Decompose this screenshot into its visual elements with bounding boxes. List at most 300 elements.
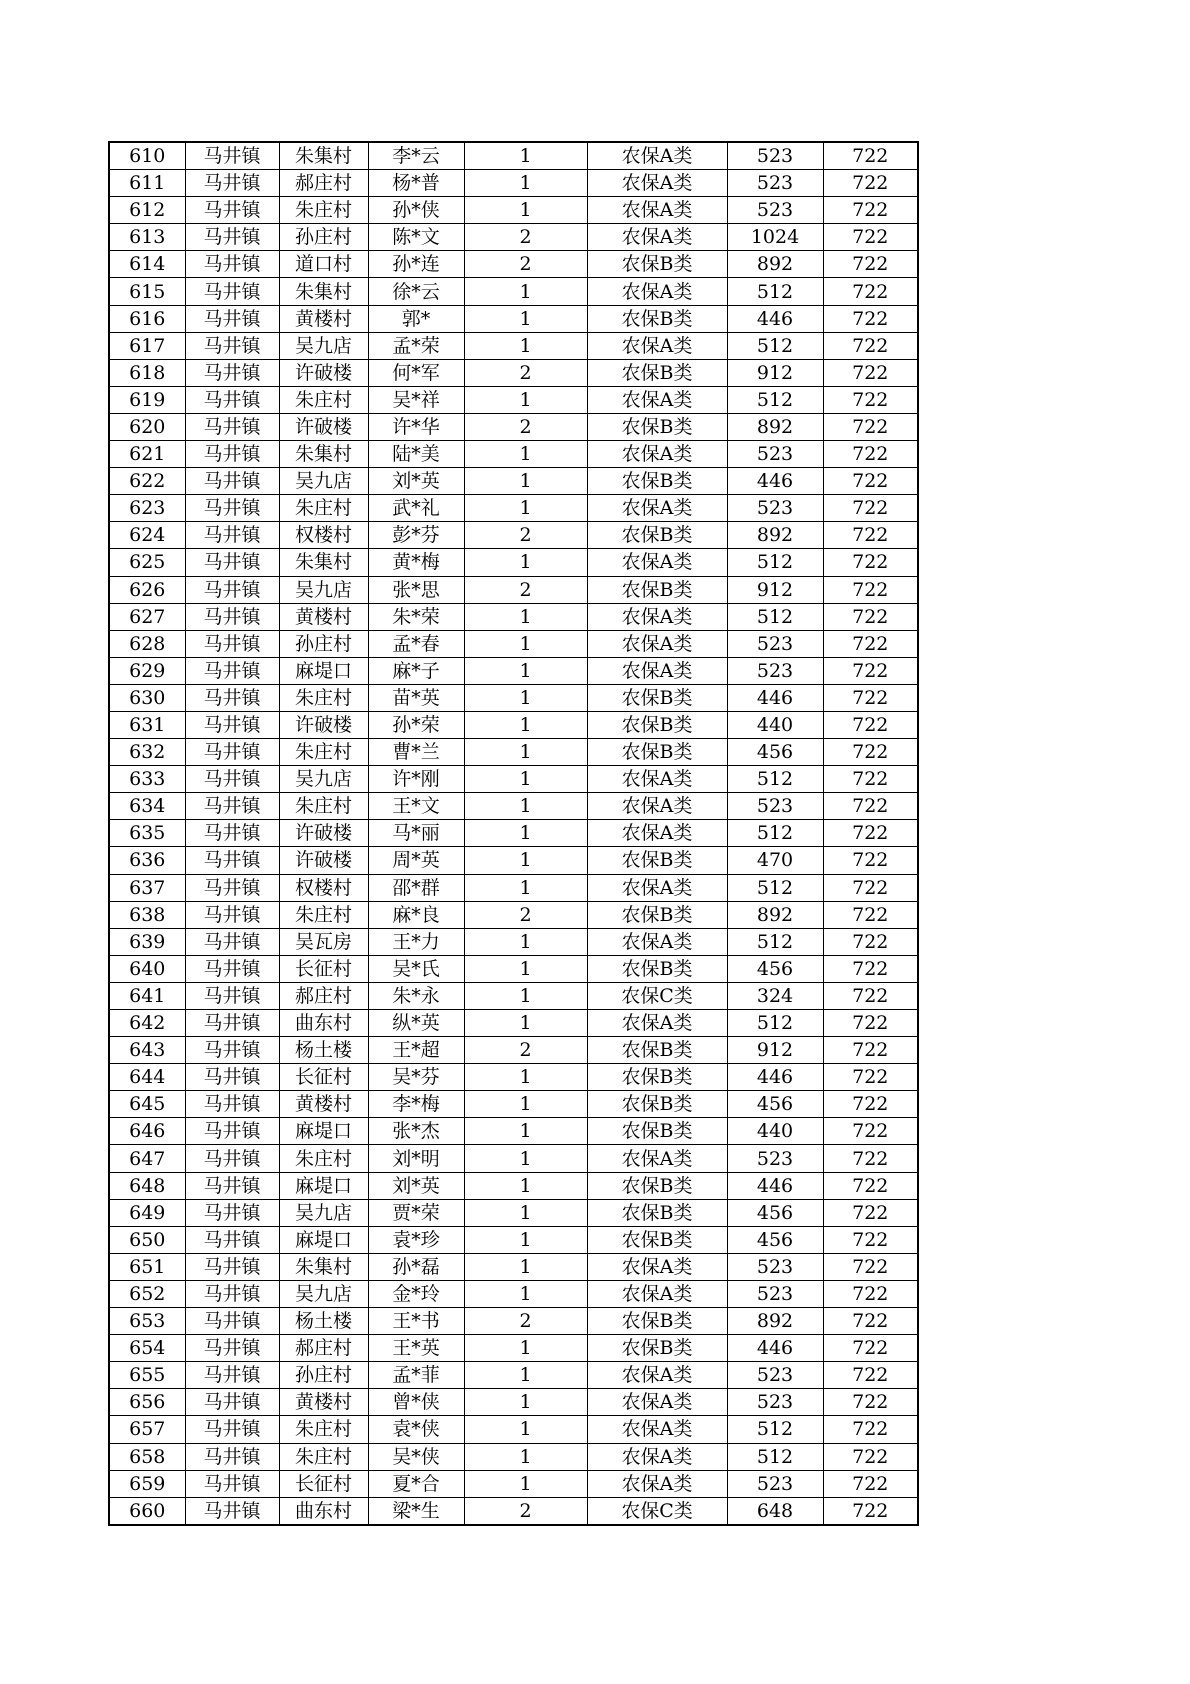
- name-cell: 朱*永: [368, 982, 464, 1009]
- row-number-cell: 626: [109, 576, 185, 603]
- name-cell: 马*丽: [368, 820, 464, 847]
- row-number-cell: 649: [109, 1199, 185, 1226]
- village-cell: 朱庄村: [279, 901, 368, 928]
- household-count-cell: 1: [464, 1145, 587, 1172]
- village-cell: 麻堤口: [279, 1172, 368, 1199]
- town-cell: 马井镇: [185, 603, 279, 630]
- standard-cell: 722: [823, 1362, 918, 1389]
- table-row: [109, 793, 918, 820]
- name-cell: 周*英: [368, 847, 464, 874]
- amount-cell: 446: [727, 1172, 823, 1199]
- category-cell: 农保B类: [587, 359, 727, 386]
- town-cell: 马井镇: [185, 1145, 279, 1172]
- household-count-cell: 2: [464, 1497, 587, 1525]
- name-cell: 孙*侠: [368, 197, 464, 224]
- row-number-cell: 658: [109, 1443, 185, 1470]
- name-cell: 纵*英: [368, 1010, 464, 1037]
- standard-cell: 722: [823, 847, 918, 874]
- household-count-cell: 1: [464, 928, 587, 955]
- name-cell: 刘*英: [368, 468, 464, 495]
- village-cell: 朱集村: [279, 1253, 368, 1280]
- row-number-cell: 620: [109, 413, 185, 440]
- town-cell: 马井镇: [185, 711, 279, 738]
- village-cell: 许破楼: [279, 413, 368, 440]
- town-cell: 马井镇: [185, 766, 279, 793]
- town-cell: 马井镇: [185, 576, 279, 603]
- category-cell: 农保B类: [587, 1091, 727, 1118]
- village-cell: 郝庄村: [279, 170, 368, 197]
- row-number-cell: 635: [109, 820, 185, 847]
- amount-cell: 523: [727, 793, 823, 820]
- household-count-cell: 2: [464, 359, 587, 386]
- name-cell: 孟*春: [368, 630, 464, 657]
- category-cell: 农保A类: [587, 1010, 727, 1037]
- town-cell: 马井镇: [185, 793, 279, 820]
- category-cell: 农保A类: [587, 820, 727, 847]
- row-number-cell: 623: [109, 495, 185, 522]
- standard-cell: 722: [823, 1335, 918, 1362]
- village-cell: 杨土楼: [279, 1308, 368, 1335]
- amount-cell: 446: [727, 305, 823, 332]
- name-cell: 朱*荣: [368, 603, 464, 630]
- town-cell: 马井镇: [185, 1118, 279, 1145]
- village-cell: 朱集村: [279, 142, 368, 170]
- category-cell: 农保A类: [587, 1470, 727, 1497]
- amount-cell: 892: [727, 251, 823, 278]
- table-row: [109, 982, 918, 1009]
- town-cell: 马井镇: [185, 1389, 279, 1416]
- standard-cell: 722: [823, 522, 918, 549]
- standard-cell: 722: [823, 630, 918, 657]
- amount-cell: 470: [727, 847, 823, 874]
- household-count-cell: 2: [464, 1037, 587, 1064]
- standard-cell: 722: [823, 1280, 918, 1307]
- standard-cell: 722: [823, 820, 918, 847]
- row-number-cell: 611: [109, 170, 185, 197]
- standard-cell: 722: [823, 197, 918, 224]
- category-cell: 农保A类: [587, 224, 727, 251]
- table-row: [109, 820, 918, 847]
- name-cell: 陆*美: [368, 441, 464, 468]
- household-count-cell: 1: [464, 793, 587, 820]
- household-count-cell: 1: [464, 305, 587, 332]
- table-row: [109, 1118, 918, 1145]
- amount-cell: 523: [727, 657, 823, 684]
- village-cell: 吴九店: [279, 332, 368, 359]
- household-count-cell: 1: [464, 982, 587, 1009]
- name-cell: 贾*荣: [368, 1199, 464, 1226]
- household-count-cell: 2: [464, 576, 587, 603]
- name-cell: 吴*芬: [368, 1064, 464, 1091]
- category-cell: 农保B类: [587, 901, 727, 928]
- category-cell: 农保A类: [587, 549, 727, 576]
- amount-cell: 440: [727, 1118, 823, 1145]
- row-number-cell: 641: [109, 982, 185, 1009]
- household-count-cell: 1: [464, 874, 587, 901]
- table-row: [109, 603, 918, 630]
- town-cell: 马井镇: [185, 630, 279, 657]
- name-cell: 夏*合: [368, 1470, 464, 1497]
- standard-cell: 722: [823, 1443, 918, 1470]
- town-cell: 马井镇: [185, 1443, 279, 1470]
- amount-cell: 1024: [727, 224, 823, 251]
- table-row: [109, 224, 918, 251]
- row-number-cell: 633: [109, 766, 185, 793]
- town-cell: 马井镇: [185, 1470, 279, 1497]
- village-cell: 朱庄村: [279, 1416, 368, 1443]
- household-count-cell: 1: [464, 278, 587, 305]
- amount-cell: 512: [727, 603, 823, 630]
- row-number-cell: 627: [109, 603, 185, 630]
- amount-cell: 512: [727, 1443, 823, 1470]
- category-cell: 农保A类: [587, 1145, 727, 1172]
- table-row: [109, 630, 918, 657]
- village-cell: 曲东村: [279, 1010, 368, 1037]
- village-cell: 吴九店: [279, 1280, 368, 1307]
- amount-cell: 440: [727, 711, 823, 738]
- town-cell: 马井镇: [185, 1497, 279, 1525]
- amount-cell: 512: [727, 549, 823, 576]
- table-row: [109, 1010, 918, 1037]
- village-cell: 吴瓦房: [279, 928, 368, 955]
- household-count-cell: 2: [464, 522, 587, 549]
- row-number-cell: 639: [109, 928, 185, 955]
- standard-cell: 722: [823, 278, 918, 305]
- standard-cell: 722: [823, 901, 918, 928]
- category-cell: 农保A类: [587, 1253, 727, 1280]
- household-count-cell: 1: [464, 766, 587, 793]
- name-cell: 王*书: [368, 1308, 464, 1335]
- amount-cell: 523: [727, 170, 823, 197]
- table-row: [109, 928, 918, 955]
- row-number-cell: 640: [109, 955, 185, 982]
- town-cell: 马井镇: [185, 1064, 279, 1091]
- village-cell: 朱庄村: [279, 197, 368, 224]
- standard-cell: 722: [823, 1226, 918, 1253]
- village-cell: 朱集村: [279, 441, 368, 468]
- amount-cell: 456: [727, 739, 823, 766]
- table-row: [109, 1145, 918, 1172]
- name-cell: 杨*普: [368, 170, 464, 197]
- standard-cell: 722: [823, 142, 918, 170]
- household-count-cell: 1: [464, 1064, 587, 1091]
- household-count-cell: 2: [464, 901, 587, 928]
- household-count-cell: 1: [464, 1470, 587, 1497]
- category-cell: 农保A类: [587, 278, 727, 305]
- standard-cell: 722: [823, 711, 918, 738]
- name-cell: 袁*珍: [368, 1226, 464, 1253]
- amount-cell: 456: [727, 1091, 823, 1118]
- amount-cell: 512: [727, 820, 823, 847]
- household-count-cell: 1: [464, 441, 587, 468]
- household-count-cell: 2: [464, 251, 587, 278]
- town-cell: 马井镇: [185, 413, 279, 440]
- row-number-cell: 655: [109, 1362, 185, 1389]
- table-row: [109, 332, 918, 359]
- category-cell: 农保B类: [587, 739, 727, 766]
- village-cell: 朱庄村: [279, 684, 368, 711]
- name-cell: 王*英: [368, 1335, 464, 1362]
- category-cell: 农保A类: [587, 1280, 727, 1307]
- category-cell: 农保A类: [587, 441, 727, 468]
- household-count-cell: 1: [464, 630, 587, 657]
- town-cell: 马井镇: [185, 739, 279, 766]
- name-cell: 李*云: [368, 142, 464, 170]
- standard-cell: 722: [823, 1037, 918, 1064]
- household-count-cell: 1: [464, 142, 587, 170]
- name-cell: 李*梅: [368, 1091, 464, 1118]
- standard-cell: 722: [823, 1497, 918, 1525]
- amount-cell: 523: [727, 495, 823, 522]
- amount-cell: 456: [727, 1226, 823, 1253]
- amount-cell: 892: [727, 413, 823, 440]
- village-cell: 吴九店: [279, 1199, 368, 1226]
- category-cell: 农保B类: [587, 1308, 727, 1335]
- household-count-cell: 1: [464, 1335, 587, 1362]
- village-cell: 朱集村: [279, 278, 368, 305]
- amount-cell: 456: [727, 1199, 823, 1226]
- town-cell: 马井镇: [185, 874, 279, 901]
- table-row: [109, 739, 918, 766]
- household-count-cell: 1: [464, 1389, 587, 1416]
- category-cell: 农保B类: [587, 1172, 727, 1199]
- row-number-cell: 659: [109, 1470, 185, 1497]
- village-cell: 吴九店: [279, 468, 368, 495]
- household-count-cell: 1: [464, 1253, 587, 1280]
- standard-cell: 722: [823, 1308, 918, 1335]
- village-cell: 吴九店: [279, 576, 368, 603]
- village-cell: 孙庄村: [279, 1362, 368, 1389]
- town-cell: 马井镇: [185, 522, 279, 549]
- category-cell: 农保B类: [587, 305, 727, 332]
- standard-cell: 722: [823, 1470, 918, 1497]
- table-row: [109, 576, 918, 603]
- amount-cell: 523: [727, 197, 823, 224]
- village-cell: 郝庄村: [279, 982, 368, 1009]
- table-row: [109, 657, 918, 684]
- row-number-cell: 651: [109, 1253, 185, 1280]
- town-cell: 马井镇: [185, 901, 279, 928]
- amount-cell: 523: [727, 142, 823, 170]
- village-cell: 朱集村: [279, 549, 368, 576]
- row-number-cell: 642: [109, 1010, 185, 1037]
- village-cell: 麻堤口: [279, 657, 368, 684]
- amount-cell: 523: [727, 1389, 823, 1416]
- name-cell: 孟*荣: [368, 332, 464, 359]
- category-cell: 农保B类: [587, 1064, 727, 1091]
- name-cell: 王*力: [368, 928, 464, 955]
- table-row: [109, 684, 918, 711]
- standard-cell: 722: [823, 955, 918, 982]
- standard-cell: 722: [823, 1389, 918, 1416]
- household-count-cell: 1: [464, 603, 587, 630]
- name-cell: 许*刚: [368, 766, 464, 793]
- village-cell: 孙庄村: [279, 630, 368, 657]
- row-number-cell: 656: [109, 1389, 185, 1416]
- category-cell: 农保B类: [587, 1037, 727, 1064]
- name-cell: 麻*良: [368, 901, 464, 928]
- name-cell: 袁*侠: [368, 1416, 464, 1443]
- table-row: [109, 413, 918, 440]
- household-count-cell: 1: [464, 711, 587, 738]
- standard-cell: 722: [823, 766, 918, 793]
- category-cell: 农保B类: [587, 1118, 727, 1145]
- amount-cell: 912: [727, 576, 823, 603]
- table-row: [109, 1037, 918, 1064]
- name-cell: 张*思: [368, 576, 464, 603]
- name-cell: 曹*兰: [368, 739, 464, 766]
- table-row: [109, 142, 918, 170]
- category-cell: 农保A类: [587, 874, 727, 901]
- town-cell: 马井镇: [185, 684, 279, 711]
- category-cell: 农保A类: [587, 630, 727, 657]
- village-cell: 长征村: [279, 955, 368, 982]
- household-count-cell: 2: [464, 1308, 587, 1335]
- amount-cell: 512: [727, 278, 823, 305]
- table-row: [109, 170, 918, 197]
- village-cell: 郝庄村: [279, 1335, 368, 1362]
- village-cell: 许破楼: [279, 847, 368, 874]
- row-number-cell: 638: [109, 901, 185, 928]
- category-cell: 农保C类: [587, 982, 727, 1009]
- standard-cell: 722: [823, 793, 918, 820]
- name-cell: 金*玲: [368, 1280, 464, 1307]
- amount-cell: 523: [727, 1280, 823, 1307]
- row-number-cell: 622: [109, 468, 185, 495]
- town-cell: 马井镇: [185, 142, 279, 170]
- town-cell: 马井镇: [185, 820, 279, 847]
- row-number-cell: 644: [109, 1064, 185, 1091]
- name-cell: 孙*连: [368, 251, 464, 278]
- name-cell: 彭*芬: [368, 522, 464, 549]
- household-count-cell: 1: [464, 1118, 587, 1145]
- category-cell: 农保A类: [587, 1362, 727, 1389]
- category-cell: 农保A类: [587, 495, 727, 522]
- table-row: [109, 766, 918, 793]
- household-count-cell: 1: [464, 955, 587, 982]
- town-cell: 马井镇: [185, 197, 279, 224]
- category-cell: 农保B类: [587, 413, 727, 440]
- table-row: [109, 1443, 918, 1470]
- household-count-cell: 1: [464, 1416, 587, 1443]
- row-number-cell: 631: [109, 711, 185, 738]
- standard-cell: 722: [823, 739, 918, 766]
- table-row: [109, 1280, 918, 1307]
- household-count-cell: 1: [464, 657, 587, 684]
- town-cell: 马井镇: [185, 549, 279, 576]
- name-cell: 王*超: [368, 1037, 464, 1064]
- village-cell: 道口村: [279, 251, 368, 278]
- row-number-cell: 621: [109, 441, 185, 468]
- village-cell: 许破楼: [279, 820, 368, 847]
- standard-cell: 722: [823, 1172, 918, 1199]
- standard-cell: 722: [823, 359, 918, 386]
- town-cell: 马井镇: [185, 1308, 279, 1335]
- row-number-cell: 654: [109, 1335, 185, 1362]
- town-cell: 马井镇: [185, 441, 279, 468]
- category-cell: 农保B类: [587, 684, 727, 711]
- village-cell: 黄楼村: [279, 1389, 368, 1416]
- standard-cell: 722: [823, 549, 918, 576]
- table-row: [109, 1416, 918, 1443]
- name-cell: 何*军: [368, 359, 464, 386]
- name-cell: 刘*明: [368, 1145, 464, 1172]
- village-cell: 许破楼: [279, 711, 368, 738]
- row-number-cell: 618: [109, 359, 185, 386]
- amount-cell: 523: [727, 441, 823, 468]
- amount-cell: 892: [727, 1308, 823, 1335]
- category-cell: 农保B类: [587, 711, 727, 738]
- row-number-cell: 615: [109, 278, 185, 305]
- name-cell: 张*杰: [368, 1118, 464, 1145]
- table-row: [109, 305, 918, 332]
- category-cell: 农保A类: [587, 386, 727, 413]
- row-number-cell: 610: [109, 142, 185, 170]
- standard-cell: 722: [823, 1091, 918, 1118]
- row-number-cell: 645: [109, 1091, 185, 1118]
- name-cell: 吴*祥: [368, 386, 464, 413]
- category-cell: 农保B类: [587, 955, 727, 982]
- town-cell: 马井镇: [185, 386, 279, 413]
- standard-cell: 722: [823, 603, 918, 630]
- village-cell: 许破楼: [279, 359, 368, 386]
- name-cell: 许*华: [368, 413, 464, 440]
- amount-cell: 446: [727, 468, 823, 495]
- household-count-cell: 1: [464, 1443, 587, 1470]
- amount-cell: 456: [727, 955, 823, 982]
- row-number-cell: 646: [109, 1118, 185, 1145]
- village-cell: 黄楼村: [279, 1091, 368, 1118]
- data-table: [108, 141, 919, 1526]
- standard-cell: 722: [823, 386, 918, 413]
- amount-cell: 912: [727, 1037, 823, 1064]
- table-row: [109, 1199, 918, 1226]
- category-cell: 农保A类: [587, 603, 727, 630]
- row-number-cell: 632: [109, 739, 185, 766]
- standard-cell: 722: [823, 1416, 918, 1443]
- household-count-cell: 1: [464, 495, 587, 522]
- household-count-cell: 1: [464, 1362, 587, 1389]
- table-row: [109, 955, 918, 982]
- household-count-cell: 1: [464, 197, 587, 224]
- town-cell: 马井镇: [185, 305, 279, 332]
- standard-cell: 722: [823, 441, 918, 468]
- standard-cell: 722: [823, 1145, 918, 1172]
- household-count-cell: 1: [464, 847, 587, 874]
- standard-cell: 722: [823, 332, 918, 359]
- table-row: [109, 1226, 918, 1253]
- name-cell: 吴*侠: [368, 1443, 464, 1470]
- household-count-cell: 2: [464, 224, 587, 251]
- table-row: [109, 278, 918, 305]
- town-cell: 马井镇: [185, 982, 279, 1009]
- town-cell: 马井镇: [185, 1335, 279, 1362]
- household-count-cell: 1: [464, 820, 587, 847]
- table-row: [109, 711, 918, 738]
- standard-cell: 722: [823, 170, 918, 197]
- town-cell: 马井镇: [185, 1037, 279, 1064]
- row-number-cell: 652: [109, 1280, 185, 1307]
- amount-cell: 523: [727, 1253, 823, 1280]
- village-cell: 朱庄村: [279, 495, 368, 522]
- town-cell: 马井镇: [185, 1010, 279, 1037]
- standard-cell: 722: [823, 1064, 918, 1091]
- town-cell: 马井镇: [185, 468, 279, 495]
- table-row: [109, 1335, 918, 1362]
- category-cell: 农保B类: [587, 1335, 727, 1362]
- category-cell: 农保A类: [587, 142, 727, 170]
- amount-cell: 512: [727, 766, 823, 793]
